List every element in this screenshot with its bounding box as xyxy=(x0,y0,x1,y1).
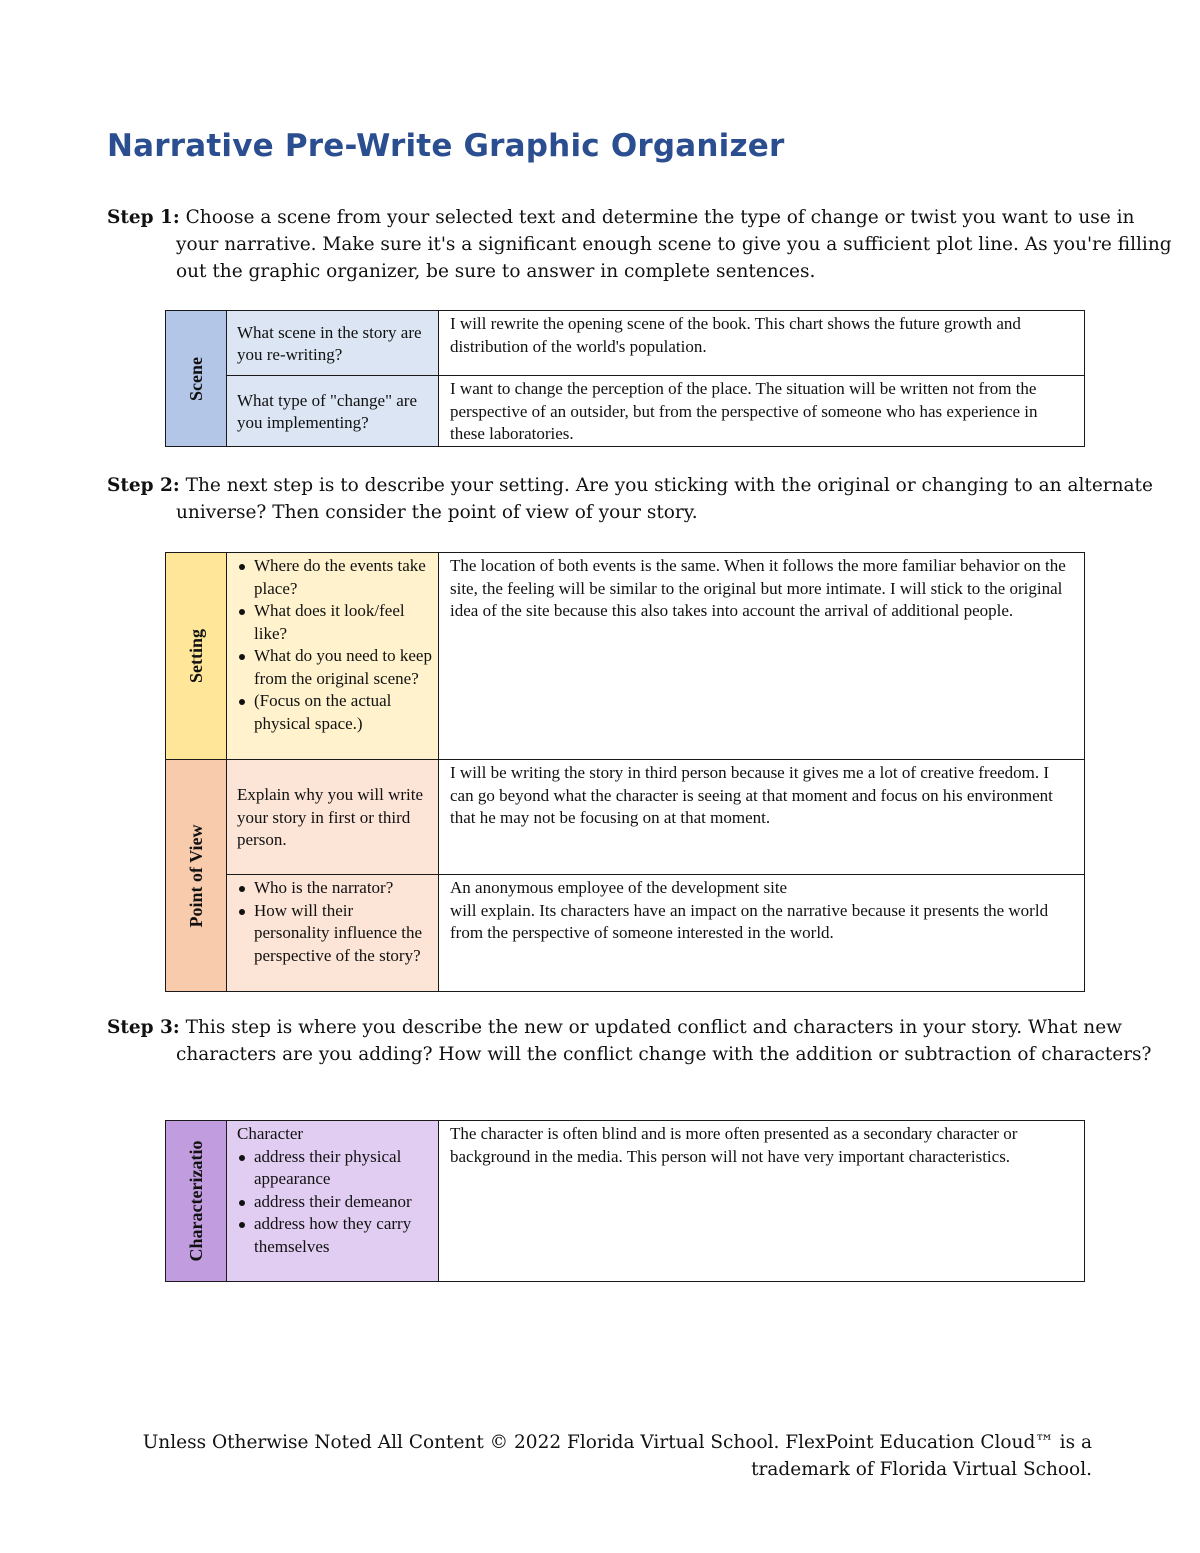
pov-bullet: How will their personality influence the perspective of the story? xyxy=(254,900,432,968)
step-3-label: Step 3: xyxy=(107,1017,180,1038)
scene-side-cell xyxy=(166,311,227,447)
step-1-text: Choose a scene from your selected text and determine the type of change or twist you want to use in your narrative. Make sure it's a significant enough scene to give you a sufficient plot line. As you're filling out the graphic organizer, be sure to answer in complete sentences. xyxy=(176,207,1172,282)
scene-label: Scene xyxy=(185,356,206,401)
step-2-label: Step 2: xyxy=(107,475,180,496)
setting-answer[interactable]: The location of both events is the same. When it follows the more familiar behavior on the site, the feeling will be similar to the original but more intimate. I will stick to the original idea of the site because this also takes into account the arrival of additional people. xyxy=(439,553,1085,760)
pov-answer-2-line-1: An anonymous employee of the development site xyxy=(450,878,788,897)
step-1-instructions xyxy=(107,204,1176,285)
step-3-instructions xyxy=(107,1014,1176,1068)
step-2-text: The next step is to describe your setting. Are you sticking with the original or changing to an alternate universe? Then consider the point of view of your story. xyxy=(176,475,1153,523)
pov-side-cell xyxy=(166,760,227,992)
character-bullet: address their physical appearance xyxy=(254,1146,432,1191)
scene-question-1: What scene in the story are you re-writing? xyxy=(227,311,439,376)
setting-bullet: (Focus on the actual physical space.) xyxy=(254,690,432,735)
page-title: Narrative Pre-Write Graphic Organizer xyxy=(107,128,785,164)
setting-side-cell xyxy=(166,553,227,760)
characterization-side-cell xyxy=(166,1121,227,1282)
pov-bullet: Who is the narrator? xyxy=(254,877,432,900)
characterization-label: Characterizatio xyxy=(185,1140,206,1262)
step-1-label: Step 1: xyxy=(107,207,180,228)
pov-questions-2 xyxy=(227,875,439,992)
character-heading: Character xyxy=(237,1124,304,1143)
step-2-instructions xyxy=(107,472,1176,526)
pov-label: Point of View xyxy=(185,824,206,927)
scene-question-2: What type of "change" are you implementing? xyxy=(227,376,439,447)
scene-answer-1[interactable]: I will rewrite the opening scene of the book. This chart shows the future growth and distribution of the world's population. xyxy=(439,311,1085,376)
setting-pov-table xyxy=(165,552,1085,992)
setting-bullet: What do you need to keep from the original scene? xyxy=(254,645,432,690)
character-answer[interactable]: The character is often blind and is more often presented as a secondary character or background in the media. This person will not have very important characteristics. xyxy=(439,1121,1085,1282)
step-3-text: This step is where you describe the new or updated conflict and characters in your story. What new characters are you adding? How will the conflict change with the addition or subtraction of characters? xyxy=(176,1017,1152,1065)
scene-answer-2[interactable]: I want to change the perception of the place. The situation will be written not from the perspective of an outsider, but from the perspective of someone who has experience in these laboratories. xyxy=(439,376,1085,447)
footer-line-1: Unless Otherwise Noted All Content © 2022 Florida Virtual School. FlexPoint Education Cloud™ is a xyxy=(142,1432,1092,1453)
footer-line-2: trademark of Florida Virtual School. xyxy=(751,1459,1092,1480)
scene-table xyxy=(165,310,1085,447)
character-questions xyxy=(227,1121,439,1282)
setting-bullet: Where do the events take place? xyxy=(254,555,432,600)
pov-answer-2-line-2: will explain. Its characters have an impact on the narrative because it presents the world from the perspective of someone interested in the world. xyxy=(450,900,1049,942)
character-bullet: address how they carry themselves xyxy=(254,1213,432,1258)
footer-copyright xyxy=(92,1429,1092,1483)
setting-questions xyxy=(227,553,439,760)
pov-question-1: Explain why you will write your story in first or third person. xyxy=(227,760,439,875)
setting-label: Setting xyxy=(185,629,206,683)
character-bullet: address their demeanor xyxy=(254,1191,432,1214)
pov-answer-2[interactable] xyxy=(439,875,1085,992)
pov-answer-1[interactable]: I will be writing the story in third person because it gives me a lot of creative freedom. I can go beyond what the character is seeing at that moment and focus on his environment that he may not be focusing on at that moment. xyxy=(439,760,1085,875)
setting-bullet: What does it look/feel like? xyxy=(254,600,432,645)
characterization-table xyxy=(165,1120,1085,1282)
